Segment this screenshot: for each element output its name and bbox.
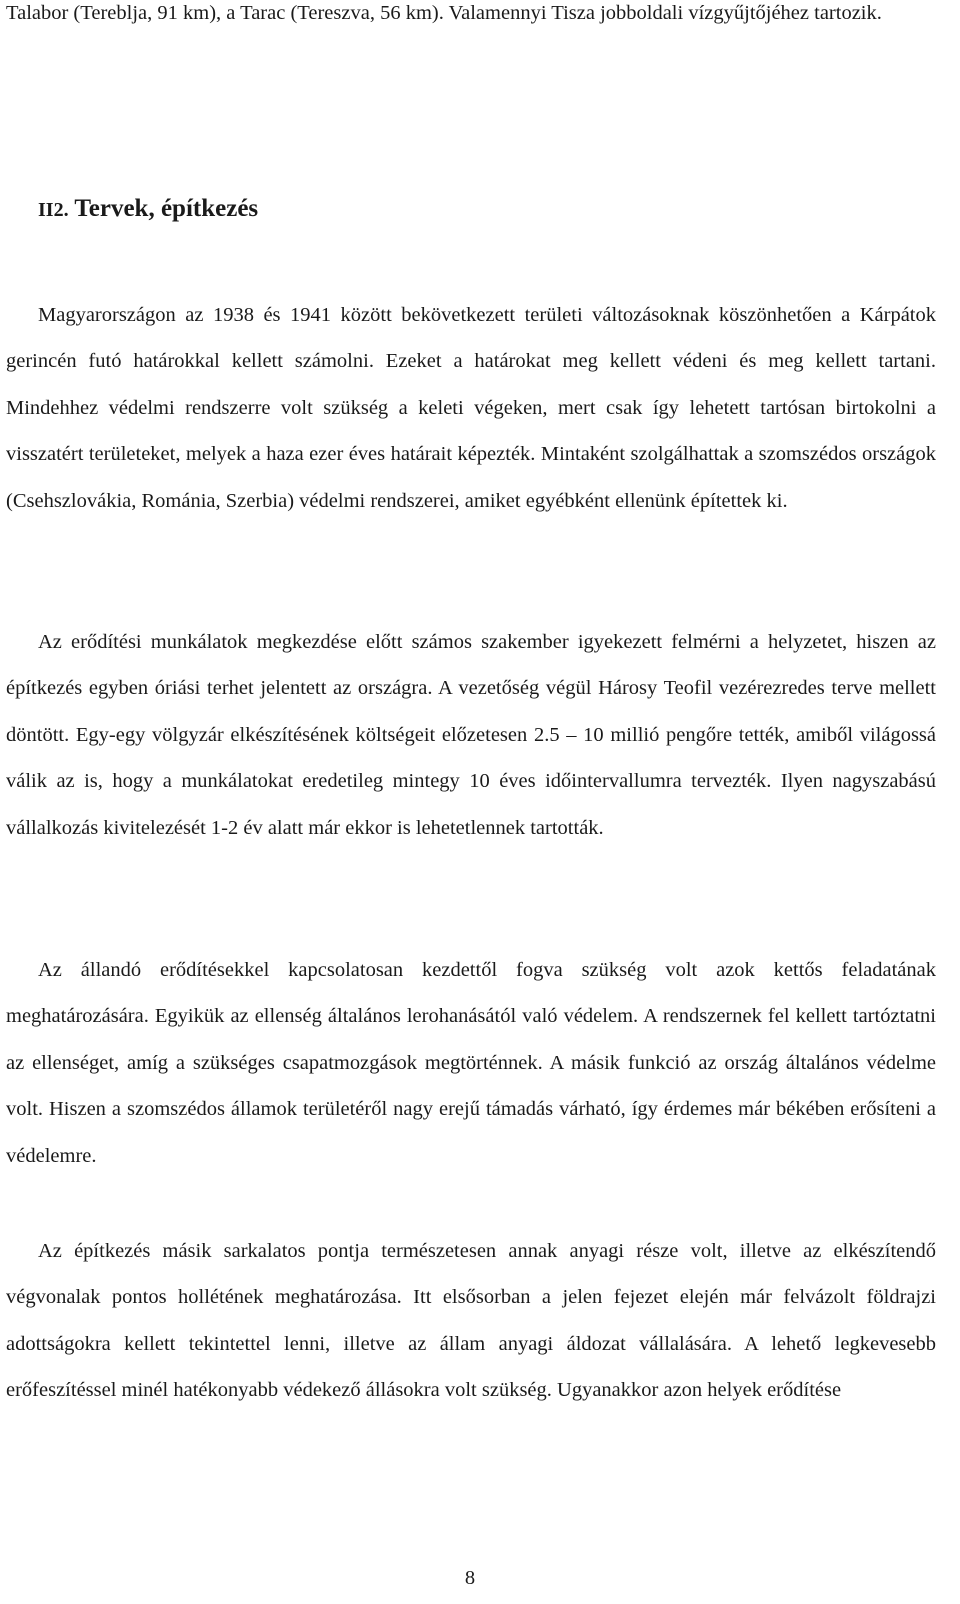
paragraph-2: Az erődítési munkálatok megkezdése előtt számos szakember igyekezett felmérni a helyzetet, hiszen az építkezés egyben óriási terhet jelentett az országra. A vezetőség végül Hárosy Teofil vezérezredes terve mellett döntött. Egy-egy völgyzár elkészítésének költségeit előzetesen 2.5 – 10 millió pengőre tették, amiből világossá válik az is, hogy a munkálatokat eredetileg mintegy 10 éves időintervallumra tervezték. Ilyen nagyszabású vállalkozás kivitelezését 1-2 év alatt már ekkor is lehetetlennek tartották. (6, 631, 936, 839)
paragraph-3: Az állandó erődítésekkel kapcsolatosan kezdettől fogva szükség volt azok kettős feladatának meghatározására. Egyikük az ellenség általános lerohanásától való védelem. A rendszernek fel kellett tartóztatni az ellenséget, amíg a szükséges csapatmozgások megtörténnek. A másik funkció az ország általános védelme volt. Hiszen a szomszédos államok területéről nagy erejű támadás várható, így érdemes már békében erősíteni a védelemre. (6, 959, 936, 1167)
paragraph-1: Magyarországon az 1938 és 1941 között bekövetkezett területi változásoknak köszönhetően a Kárpátok gerincén futó határokkal kellett számolni. Ezeket a határokat meg kellett védeni és meg kellett tartani. Mindehhez védelmi rendszerre volt szükség a keleti végeken, mert csak így lehetett tartósan birtokolni a visszatért területeket, melyek a haza ezer éves határait képezték. Mintaként szolgálhattak a szomszédos országok (Csehszlovákia, Románia, Szerbia) védelmi rendszerei, amiket egyébként ellenünk építettek ki. (6, 304, 936, 512)
intro-paragraph: Talabor (Tereblja, 91 km), a Tarac (Tereszva, 56 km). Valamennyi Tisza jobboldali vízgyűjtőjéhez tartozik. (6, 2, 882, 24)
page-number: 8 (464, 1567, 476, 1589)
section-number: II2. (38, 199, 69, 221)
section-title: Tervek, építkezés (74, 195, 259, 222)
section-heading (38, 186, 258, 233)
paragraph-4: Az építkezés másik sarkalatos pontja természetesen annak anyagi része volt, illetve az elkészítendő végvonalak pontos hollétének meghatározása. Itt elsősorban a jelen fejezet elején már felvázolt földrajzi adottságokra kellett tekintettel lenni, illetve az állam anyagi áldozat vállalására. A lehető legkevesebb erőfeszítéssel minél hatékonyabb védekező állásokra volt szükség. Ugyanakkor azon helyek erődítése (6, 1240, 936, 1402)
